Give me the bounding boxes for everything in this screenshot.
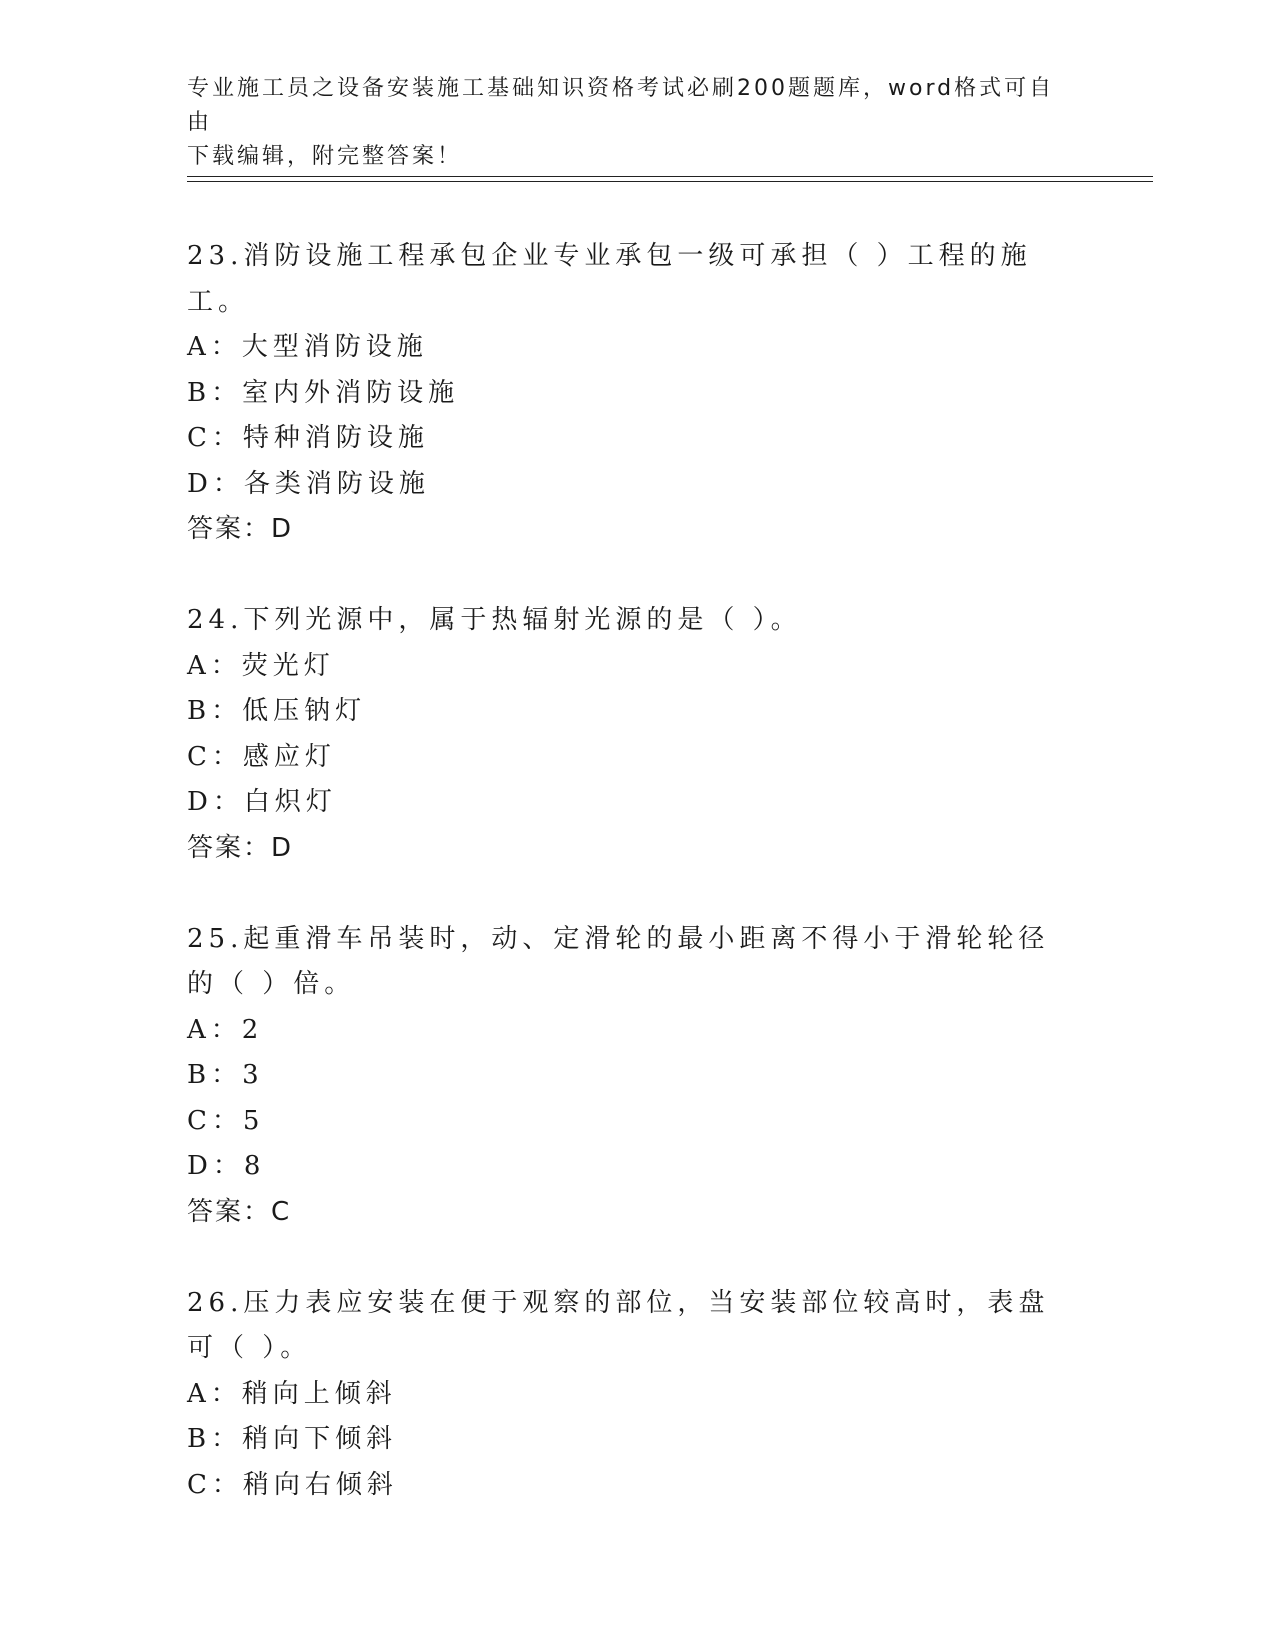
option-key: B： [187,377,243,408]
option-key: A： [187,650,242,681]
question-stem: 26.压力表应安装在便于观察的部位，当安装部位较高时，表盘可（ ）。 [187,1287,1050,1363]
option-key: D： [187,787,244,817]
option-text: 稍向右倾斜 [242,1469,398,1500]
option-key: B： [187,696,243,726]
option-d [187,462,1067,508]
option-key: A： [187,1378,242,1409]
question-stem: 23.消防设施工程承包企业专业承包一级可承担（ ）工程的施工。 [187,241,1032,317]
header-line-1: 专业施工员之设备安装施工基础知识资格考试必刷200题题库，word格式可自由 [187,76,1055,135]
option-key: C： [187,1469,243,1500]
option-key: C： [187,423,243,453]
option-a [187,1008,1067,1054]
option-text: 荧光灯 [241,650,335,681]
option-key: D： [187,468,244,499]
option-c [187,735,1067,781]
option-d [187,1144,1067,1190]
header-rule-top [187,176,1153,177]
option-d [187,780,1067,826]
option-b [187,371,1067,417]
option-text: 低压钠灯 [242,696,367,726]
option-text: 大型消防设施 [241,332,428,362]
option-text: 5 [242,1105,265,1136]
option-b [187,689,1067,735]
question-24 [187,598,1067,917]
option-key: B： [187,1060,243,1090]
answer-line: 答案：C [187,1196,292,1227]
option-a [187,325,1067,371]
option-key: B： [187,1424,243,1454]
question-23 [187,234,1067,598]
option-c [187,416,1067,462]
question-stem: 25.起重滑车吊装时，动、定滑轮的最小距离不得小于滑轮轮径的（ ）倍。 [187,923,1050,999]
option-key: A： [187,332,242,362]
option-text: 各类消防设施 [243,468,430,499]
question-26 [187,1281,1067,1509]
option-key: C： [187,741,243,772]
option-b [187,1053,1067,1099]
option-text: 感应灯 [242,741,336,772]
option-text: 稍向下倾斜 [242,1424,398,1454]
answer-line: 答案：D [187,514,294,544]
option-text: 稍向上倾斜 [241,1378,397,1409]
option-text: 白炽灯 [243,787,337,817]
question-spacer [187,1235,1067,1281]
option-text: 室内外消防设施 [242,377,460,408]
option-key: C： [187,1105,243,1136]
option-key: A： [187,1014,242,1045]
option-text: 2 [241,1014,264,1045]
question-25 [187,917,1067,1281]
option-text: 8 [243,1151,266,1181]
question-spacer [187,871,1067,917]
header-line-2: 下载编辑，附完整答案！ [187,144,463,169]
document-header [187,72,1067,174]
question-list [187,234,1067,1508]
option-b [187,1417,1067,1463]
header-rule-bottom [187,181,1153,182]
option-text: 特种消防设施 [242,423,429,453]
question-spacer [187,553,1067,599]
option-a [187,1372,1067,1418]
answer-line: 答案：D [187,832,294,863]
option-c [187,1463,1067,1509]
question-stem: 24.下列光源中，属于热辐射光源的是（ ）。 [187,605,802,635]
option-key: D： [187,1151,244,1181]
option-text: 3 [242,1060,264,1090]
option-a [187,644,1067,690]
option-c [187,1099,1067,1145]
